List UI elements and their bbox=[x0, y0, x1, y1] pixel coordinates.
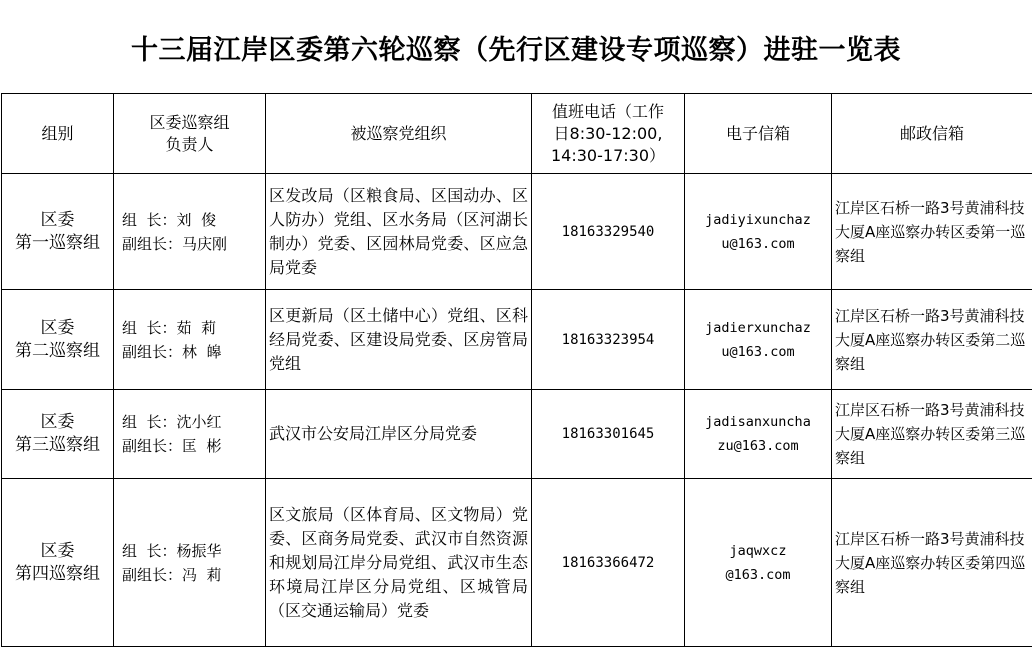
group-cell: 区委 第三巡察组 bbox=[2, 390, 114, 479]
email-cell: jadierxunchaz u@163.com bbox=[685, 290, 832, 390]
phone-cell: 18163329540 bbox=[532, 174, 685, 290]
phone-cell: 18163323954 bbox=[532, 290, 685, 390]
leader-cell: 组 长：沈小红 副组长：匡 彬 bbox=[114, 390, 266, 479]
postal-cell: 江岸区石桥一路3号黄浦科技大厦A座巡察办转区委第三巡察组 bbox=[832, 390, 1032, 479]
header-group: 组别 bbox=[2, 94, 114, 174]
phone-cell: 18163366472 bbox=[532, 479, 685, 647]
postal-cell: 江岸区石桥一路3号黄浦科技大厦A座巡察办转区委第四巡察组 bbox=[832, 479, 1032, 647]
header-target: 被巡察党组织 bbox=[266, 94, 532, 174]
inspection-table bbox=[1, 93, 1032, 647]
group-cell: 区委 第二巡察组 bbox=[2, 290, 114, 390]
header-phone: 值班电话（工作 日8:30-12:00, 14:30-17:30） bbox=[532, 94, 685, 174]
header-leader: 区委巡察组 负责人 bbox=[114, 94, 266, 174]
table-row bbox=[2, 479, 1032, 647]
email-cell: jadiyixunchaz u@163.com bbox=[685, 174, 832, 290]
postal-cell: 江岸区石桥一路3号黄浦科技大厦A座巡察办转区委第二巡察组 bbox=[832, 290, 1032, 390]
table-row bbox=[2, 390, 1032, 479]
email-cell: jadisanxuncha zu@163.com bbox=[685, 390, 832, 479]
target-cell: 区文旅局（区体育局、区文物局）党委、区商务局党委、武汉市自然资源和规划局江岸分局党组、武汉市生态环境局江岸区分局党组、区城管局（区交通运输局）党委 bbox=[266, 479, 532, 647]
target-cell: 区更新局（区土储中心）党组、区科经局党委、区建设局党委、区房管局党组 bbox=[266, 290, 532, 390]
postal-cell: 江岸区石桥一路3号黄浦科技大厦A座巡察办转区委第一巡察组 bbox=[832, 174, 1032, 290]
target-cell: 武汉市公安局江岸区分局党委 bbox=[266, 390, 532, 479]
header-email: 电子信箱 bbox=[685, 94, 832, 174]
target-cell: 区发改局（区粮食局、区国动办、区人防办）党组、区水务局（区河湖长制办）党委、区园林局党委、区应急局党委 bbox=[266, 174, 532, 290]
group-cell: 区委 第一巡察组 bbox=[2, 174, 114, 290]
header-row bbox=[2, 94, 1032, 174]
phone-cell: 18163301645 bbox=[532, 390, 685, 479]
leader-cell: 组 长：刘 俊 副组长：马庆刚 bbox=[114, 174, 266, 290]
group-cell: 区委 第四巡察组 bbox=[2, 479, 114, 647]
table-row bbox=[2, 290, 1032, 390]
page-title: 十三届江岸区委第六轮巡察（先行区建设专项巡察）进驻一览表 bbox=[131, 35, 901, 66]
header-postal: 邮政信箱 bbox=[832, 94, 1032, 174]
email-cell: jaqwxcz @163.com bbox=[685, 479, 832, 647]
leader-cell: 组 长：杨振华 副组长：冯 莉 bbox=[114, 479, 266, 647]
table-row bbox=[2, 174, 1032, 290]
leader-cell: 组 长：茹 莉 副组长：林 皞 bbox=[114, 290, 266, 390]
